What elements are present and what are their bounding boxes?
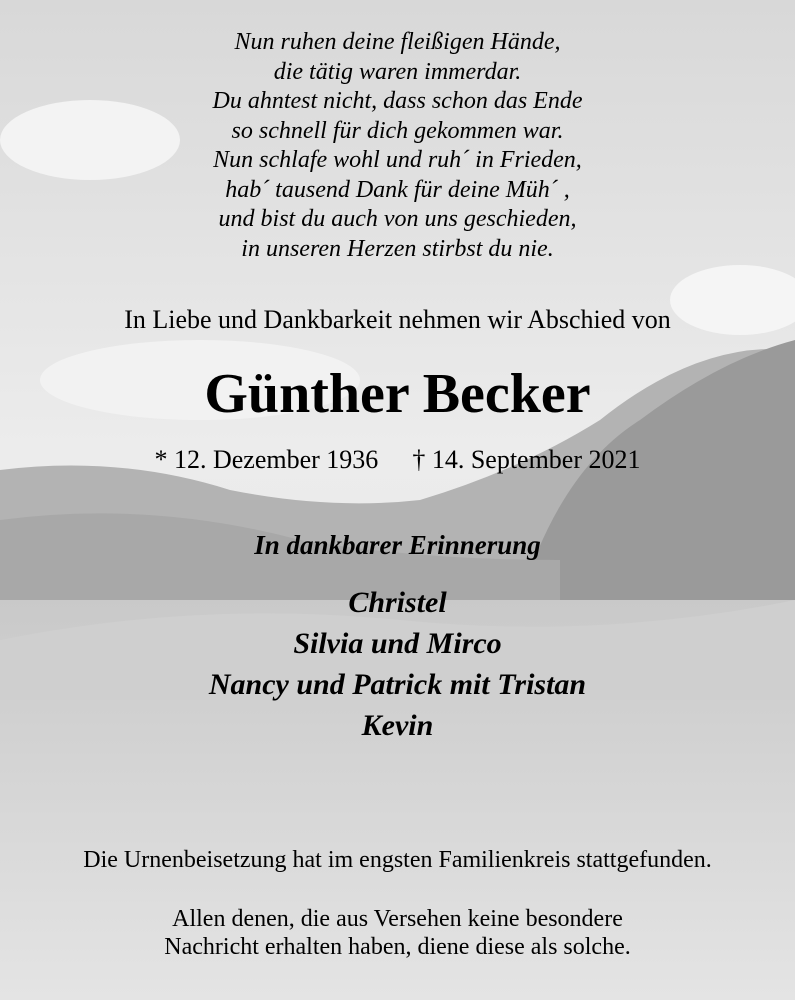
poem-line: hab´ tausend Dank für deine Müh´ , xyxy=(225,176,570,203)
thanks-line: Allen denen, die aus Versehen keine besondere xyxy=(172,906,623,932)
poem-line: Nun ruhen deine fleißigen Hände, xyxy=(234,29,561,55)
family-member: Silvia und Mirco xyxy=(293,627,502,660)
poem xyxy=(0,28,795,264)
thanks-note xyxy=(0,905,795,961)
deceased-name: Günther Becker xyxy=(204,363,591,425)
poem-line: die tätig waren immerdar. xyxy=(273,58,522,85)
poem-line: und bist du auch von uns geschieden, xyxy=(218,206,577,232)
thanks-line: Nachricht erhalten haben, diene diese als solche. xyxy=(164,934,631,960)
poem-line: so schnell für dich gekommen war. xyxy=(231,117,564,144)
birth-date: * 12. Dezember 1936 xyxy=(154,445,379,474)
family-member: Kevin xyxy=(361,709,434,742)
poem-line: Du ahntest nicht, dass schon das Ende xyxy=(212,88,583,114)
intro-text: In Liebe und Dankbarkeit nehmen wir Abschied von xyxy=(124,305,671,334)
burial-note: Die Urnenbeisetzung hat im engsten Familienkreis stattgefunden. xyxy=(83,847,712,873)
death-date: † 14. September 2021 xyxy=(412,445,641,474)
life-dates xyxy=(0,445,795,475)
poem-line: in unseren Herzen stirbst du nie. xyxy=(241,235,554,262)
family-member: Christel xyxy=(348,586,447,619)
family-list xyxy=(0,582,795,746)
family-member: Nancy und Patrick mit Tristan xyxy=(208,668,587,701)
poem-line: Nun schlafe wohl und ruh´ in Frieden, xyxy=(213,147,582,173)
remembrance-heading: In dankbarer Erinnerung xyxy=(254,530,541,560)
